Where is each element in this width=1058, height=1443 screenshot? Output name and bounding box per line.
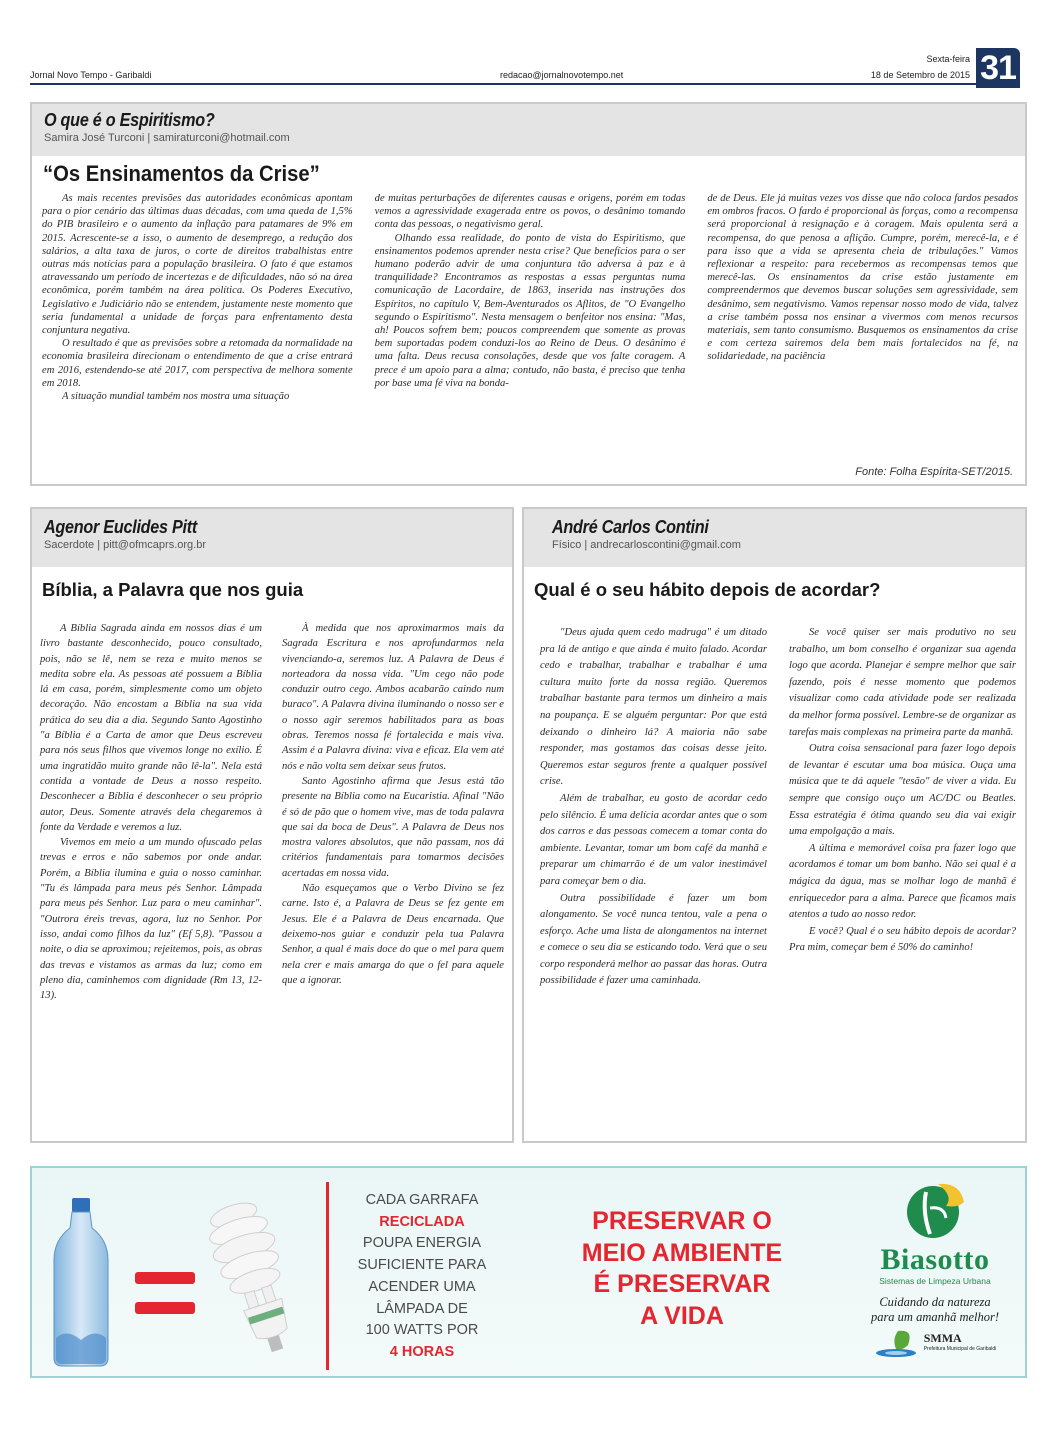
paragraph: A Bíblia Sagrada ainda em nossos dias é um livro bastante desconhecido, pouco consultado, pois, não se lê, nem se reza e muito menos se medita sobre ela. As pessoas até possuem a Bíblia lá em casa, porém, simplesmente como um objeto decoração. Não encostam a Bíblia na sua vida prática do seu dia a dia. Segundo Santo Agostinho "a Bíblia é a Carta de amor que Deus escreveu para nós seus filhos que vivemos longe no exílio. É uma ingratidão muito grande não lê-la". Nela está contida a vontade de Deus a nosso respeito. Desconhecer a Bíblia é desconhecer o seu próprio autor, Deus. Somente através dela chegaremos à fonte da Verdade e veremos a luz. — [40, 623, 262, 833]
ad-line: ACENDER UMA — [368, 1278, 476, 1295]
biasotto-logo-icon — [900, 1178, 970, 1240]
leaf-icon — [874, 1329, 918, 1359]
plastic-bottle-icon — [52, 1198, 110, 1368]
column-3 — [707, 192, 1018, 403]
ad-line: POUPA ENERGIA — [362, 1235, 482, 1252]
ad-line: SUFICIENTE PARA — [357, 1257, 487, 1274]
brand-block — [850, 1178, 1020, 1359]
ad-stats-text — [342, 1190, 502, 1364]
paragraph: Outra coisa sensacional para fazer logo depois de levantar é escutar uma boa música. Ouça uma música que te dá aquele "tesão" de viver a vida. Eu sempre que consigo ouço um AC/DC ou Beatles. Essa estratégia é ótima quando seu dia vai exigir uma empolgação a mais. — [789, 743, 1016, 838]
ad-line: CADA GARRAFA — [365, 1192, 479, 1208]
paragraph: A situação mundial também nos mostra uma situação — [62, 391, 290, 403]
slogan-line: É PRESERVAR — [593, 1270, 771, 1299]
paragraph: Além de trabalhar, eu gosto de acordar cedo pelo silêncio. É uma delícia acordar antes que o som dos carros e das pessoas comecem a tomar conta do ambiente. Levantar, tomar um bom café da manhã e preparar um chimarrão é de um valor inestimável para começar bem o dia. — [540, 792, 767, 887]
article-body — [540, 625, 1016, 990]
masthead — [30, 48, 1020, 90]
ad-line-highlight: RECICLADA — [379, 1213, 465, 1230]
source-credit: Fonte: Folha Espírita-SET/2015. — [855, 466, 1013, 478]
paragraph: Vivemos em meio a um mundo ofuscado pelas trevas e erros e não sabemos por onde andar. Porém, a Bíblia ilumina e guia o nosso caminhar. "Tu és lâmpada para meus pés Senhor. Lâmpada para meus pés Senhor. Luz para o meu caminhar". "Outrora éreis trevas, agora, luz no Senhor. Por isso, andai como filhos da luz" (Ef 5,8). "Passou a noite, o dia se aproximou; rejeitemos, pois, as obras das trevas e vistamos as armas da luz; como em pleno dia, caminhemos com dignidade (Rm 13, 12-13). — [40, 837, 262, 1002]
column-2 — [282, 621, 504, 1003]
column-1 — [40, 621, 262, 1003]
page-number: 31 — [976, 48, 1020, 88]
column-2 — [375, 192, 686, 403]
article-espiritismo — [30, 102, 1027, 486]
ad-slogan — [572, 1206, 792, 1332]
article-body — [42, 192, 1018, 403]
section-title: O que é o Espiritismo? — [44, 110, 215, 130]
partner-name: SMMA — [923, 1331, 962, 1345]
smma-logo — [924, 1333, 997, 1355]
paragraph: Se você quiser ser mais produtivo no seu trabalho, um bom conselho é organizar sua agenda logo que acorda. Planejar é sempre melhor que sair fazendo, pois é nesse momento que podemos visualizar como cada atividade pode ser realizada da melhor forma possível. Lembre-se de organizar as tarefas mais complexas na primeira parte da manhã. — [789, 627, 1016, 738]
headline: Qual é o seu hábito depois de acordar? — [534, 579, 881, 600]
author-name: André Carlos Contini — [552, 517, 709, 537]
ad-line-highlight: 4 HORAS — [389, 1343, 455, 1360]
light-bulb-icon — [204, 1198, 304, 1363]
column-1 — [540, 625, 767, 990]
paragraph: A última e memorável coisa pra fazer logo que acordamos é tomar um bom banho. Não sei qual é a mágica da água, mas se molhar logo de manhã é enriquecedor para a alma. Parece que ficamos mais atentos a tudo ao nosso redor. — [789, 842, 1016, 921]
issue-date: 18 de Setembro de 2015 — [870, 70, 970, 80]
author-name: Agenor Euclides Pitt — [44, 517, 198, 537]
partner-subtitle: Prefeitura Municipal de Garibaldi — [923, 1346, 997, 1352]
day-name: Sexta-feira — [926, 54, 970, 64]
headline: Bíblia, a Palavra que nos guia — [42, 579, 304, 600]
article-header — [524, 509, 1025, 567]
tagline-line: para um amanhã melhor! — [870, 1310, 1000, 1324]
column-2 — [789, 625, 1016, 990]
newsroom-email[interactable]: redacao@jornalnovotempo.net — [500, 70, 624, 80]
divider — [326, 1182, 329, 1370]
paragraph: Outra possibilidade é fazer um bom alongamento. Se você nunca tentou, vale a pena o esforço. Ache uma lista de alongamentos na internet e comece o seu dia se esticando todo. Verá que o seu corpo responderá melhor ao passar das horas. Outra possibilidade é fazer uma caminhada. — [540, 892, 767, 987]
ad-line: 100 WATTS POR — [365, 1322, 479, 1339]
article-biblia — [30, 507, 514, 1143]
tagline-line: Cuidando da natureza — [879, 1295, 991, 1309]
masthead-rule — [30, 83, 978, 85]
paragraph: E você? Qual é o seu hábito depois de acordar? Pra mim, começar bem é 50% do caminho! — [789, 925, 1016, 954]
article-header — [32, 509, 512, 567]
partner-logos — [850, 1329, 1020, 1359]
article-habito — [522, 507, 1027, 1143]
article-header — [32, 104, 1025, 156]
paper-name: Jornal Novo Tempo - Garibaldi — [30, 70, 152, 80]
paragraph: Santo Agostinho afirma que Jesus está tão presente na Bíblia como na Eucaristia. Afinal "Não é só de pão que o homem vive, mas de toda palavra que sai da boca de Deus". A Palavra de Deus nos mostra valores absolutos, que não passam, nos dá critérios fundamentais para tomarmos decisões acertadas em nossa vida. — [282, 775, 504, 879]
byline: Sacerdote | pitt@ofmcaprs.org.br — [44, 539, 206, 551]
slogan-line: MEIO AMBIENTE — [581, 1238, 783, 1267]
slogan-line: A VIDA — [640, 1301, 724, 1330]
recycling-ad-banner[interactable] — [30, 1166, 1027, 1378]
brand-name: Biasotto — [880, 1243, 990, 1276]
paragraph: As mais recentes previsões das autoridades econômicas apontam para o pior cenário das últimas duas décadas, com uma queda de 1,5% do PIB brasileiro e o aumento da inflação para patamares de 9% em 2015. Acrescente-se a isso, o aumento de desemprego, a redução dos salários, a alta taxa de juros, o corte de direitos trabalhistas entre outras más notícias para a população brasileira. O fato é que estamos atravessando um período de incertezas e de dificuldades, não só na área econômica, porém também na área política. Os Poderes Executivo, Legislativo e Judiciário não se entendem, justamente neste momento que seria fundamental a unidade de forças para enfrentamento desta conjuntura negativa. — [42, 193, 353, 337]
headline: “Os Ensinamentos da Crise” — [43, 161, 320, 186]
article-body — [40, 621, 504, 1003]
paragraph: Olhando essa realidade, do ponto de vista do Espiritismo, que ensinamentos podemos aprender nesta crise? Que benefícios para o ser humano poderão advir de uma conjuntura tão adversa à paz e à tranquilidade? Encontramos as respostas a essas perguntas numa comunicação de Lacordaire, de 1863, inserida nas instruções dos Espíritos, no capítulo V, Bem-Aventurados os Aflitos, de "O Evangelho segundo o Espiritismo". Nesta mensagem o benfeitor nos ensina: "Mas, ah! Poucos sofrem bem; poucos compreendem que somente as provas bem suportadas podem conduzi-los ao Reino de Deus. O desânimo é uma falta. Deus recusa consolações, desde que vos falte coragem. A prece é um apoio para a alma; contudo, não basta, é preciso que tenha por base uma fé viva na bonda- — [374, 232, 686, 389]
paragraph: de de Deus. Ele já muitas vezes vos disse que não coloca fardos pesados em ombros fracos. O fardo é proporcional às forças, como a recompensa será proporcional à resignação e à coragem. Mais opulenta será a recompensa, do que penosa a aflição. Cumpre, porém, merecê-la, e é para isso que a vida se apresenta cheia de tribulações." Vamos reflexionar a respeito: para recebermos as recompensas temos que merecê-las. Os ensinamentos da crise estão justamente em compreendermos que devemos buscar soluções sem agressividade, sem desânimo, sem negativismo. Vamos repensar nosso modo de vida, talvez a crise também possa nos ensinar a vivermos com menos recursos materiais, sem tanto consumismo. Busquemos os ensinamentos da crise e com certeza sairemos dela bem mais fortalecidos na fé, na solidariedade, na paciência — [707, 193, 1019, 363]
paragraph: de muitas perturbações de diferentes causas e origens, porém em todas vemos a agressividade exagerada entre os povos, o desânimo tomando conta das pessoas, o negativismo geral. — [374, 193, 686, 231]
slogan-line: PRESERVAR O — [592, 1207, 772, 1235]
brand-subtitle: Sistemas de Limpeza Urbana — [879, 1276, 991, 1286]
paragraph: Não esqueçamos que o Verbo Divino se fez carne. Isto é, a Palavra de Deus se fez gente em Jesus. Ele é a Palavra de Deus encarnada. Que deixemo-nos guiar e conduzir pela tua Palavra Senhor, a qual é mais doce do que o mel para quem nela crer e mais amarga do que o fel para aquele que a ignorar. — [282, 883, 504, 986]
byline: Samira José Turconi | samiraturconi@hotmail.com — [44, 132, 290, 144]
paragraph: À medida que nos aproximarmos mais da Sagrada Escritura e nos aprofundarmos nela vivenciando-a, seremos luz. A Palavra de Deus é norteadora da nossa vida. "Um cego não pode conduzir outro cego. Ambos acabarão caindo num buraco". A Palavra divina iluminando o nosso ser e o nosso agir seremos habilitados para as boas obras. Teremos nossa fé fortalecida e mais viva. Assim é a Palavra divina: viva e eficaz. Ela vem até nós e não volta sem deixar seus frutos. — [282, 623, 504, 772]
byline: Físico | andrecarloscontini@gmail.com — [552, 539, 741, 551]
paragraph: O resultado é que as previsões sobre a retomada da normalidade na economia brasileira direcionam o entendimento de que a crise entrará em 2016, estendendo-se até 2017, com perspectiva de melhora somente em 2018. — [42, 338, 353, 389]
column-1 — [42, 192, 353, 403]
brand-tagline — [850, 1295, 1020, 1325]
paragraph: "Deus ajuda quem cedo madruga" é um ditado pra lá de antigo e que ainda é muito falado. Acordar cedo e trabalhar, trabalhar e trabalhar é uma cultura muito forte da nossa região. Queremos trabalhar bastante para termos um dinheiro a mais na poupança. E se alguém perguntar: Por que está deixando o dinheiro lá? A maioria não sabe responder, mas gostamos das coisas desse jeito. Queremos estar seguros frente a qualquer possível crise. — [540, 627, 767, 788]
ad-line: LÂMPADA DE — [376, 1300, 468, 1317]
equals-icon — [135, 1272, 195, 1332]
